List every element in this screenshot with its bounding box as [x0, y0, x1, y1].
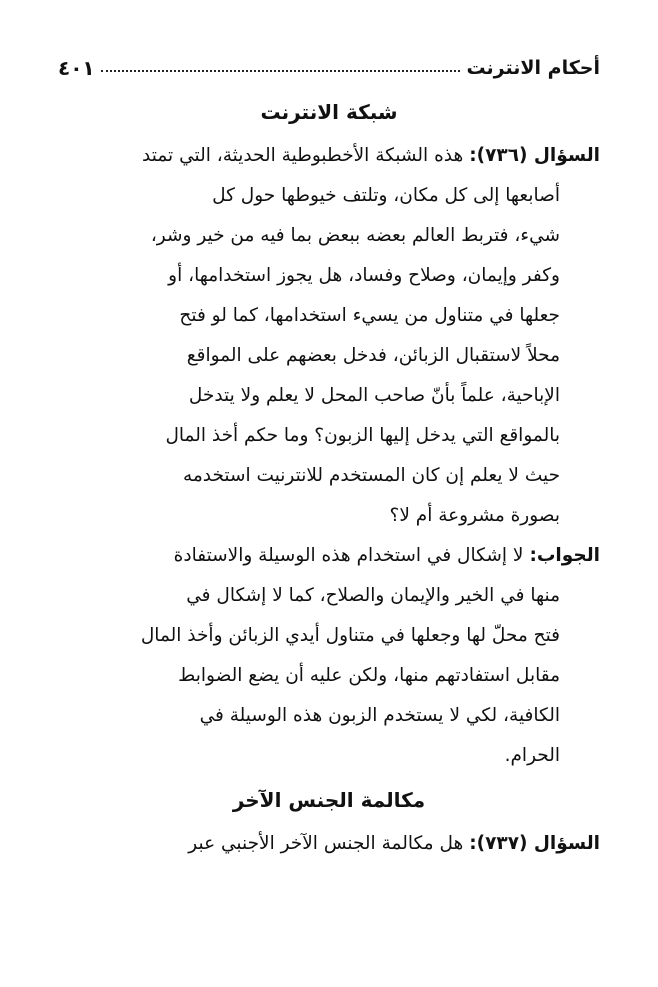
question-736-line: وكفر وإيمان، وصلاح وفساد، هل يجوز استخدامها، أو [168, 265, 560, 286]
answer-736-first-line [58, 536, 600, 576]
question-736-label: السؤال (٧٣٦): [469, 145, 600, 166]
section-heading-internet: شبكة الانترنت [260, 100, 398, 124]
question-736-line: شيء، فتربط العالم بعضه ببعض بما فيه من خير وشر، [150, 225, 560, 246]
question-736-line: حيث لا يعلم إن كان المستخدم للانترنيت استخدمه [182, 465, 560, 486]
question-736 [58, 136, 600, 536]
question-736-line: محلاً لاستقبال الزبائن، فدخل بعضهم على المواقع [186, 345, 560, 366]
answer-736-label: الجواب: [529, 545, 600, 566]
answer-736-line: الحرام. [504, 745, 560, 766]
page-number: ٤٠١ [58, 56, 95, 80]
question-737 [58, 824, 600, 864]
question-737-text: هل مكالمة الجنس الآخر الأجنبي عبر [188, 833, 464, 854]
question-736-line: أصابعها إلى كل مكان، وتلتف خيوطها حول كل [212, 185, 560, 206]
answer-736-line: منها في الخير والإيمان والصلاح، كما لا إشكال في [186, 585, 560, 606]
answer-736 [58, 536, 600, 776]
question-736-line: الإباحية، علماً بأنّ صاحب المحل لا يعلم ولا يتدخل [188, 385, 560, 406]
dot-leader [101, 70, 461, 72]
answer-736-line: فتح محلّ لها وجعلها في متناول أيدي الزبائن وأخذ المال [140, 625, 560, 646]
question-737-first-line [58, 824, 600, 864]
question-736-line: بالمواقع التي يدخل إليها الزبون؟ وما حكم أخذ المال [165, 425, 560, 446]
question-737-label: السؤال (٧٣٧): [469, 833, 600, 854]
question-736-first-line [58, 136, 600, 176]
answer-736-text: لا إشكال في استخدام هذه الوسيلة والاستفادة [173, 545, 524, 566]
question-736-text: هذه الشبكة الأخطبوطية الحديثة، التي تمتد [142, 145, 464, 166]
answer-736-line: مقابل استفادتهم منها، ولكن عليه أن يضع الضوابط [178, 665, 560, 686]
question-736-line: بصورة مشروعة أم لا؟ [389, 505, 560, 526]
running-header [58, 46, 600, 90]
question-736-line: جعلها في متناول من يسيء استخدامها، كما لو فتح [179, 305, 560, 326]
section-heading-opposite-sex: مكالمة الجنس الآخر [232, 788, 426, 812]
answer-736-line: الكافية، لكي لا يستخدم الزبون هذه الوسيلة في [199, 705, 560, 726]
running-title: أحكام الانترنت [466, 57, 600, 79]
